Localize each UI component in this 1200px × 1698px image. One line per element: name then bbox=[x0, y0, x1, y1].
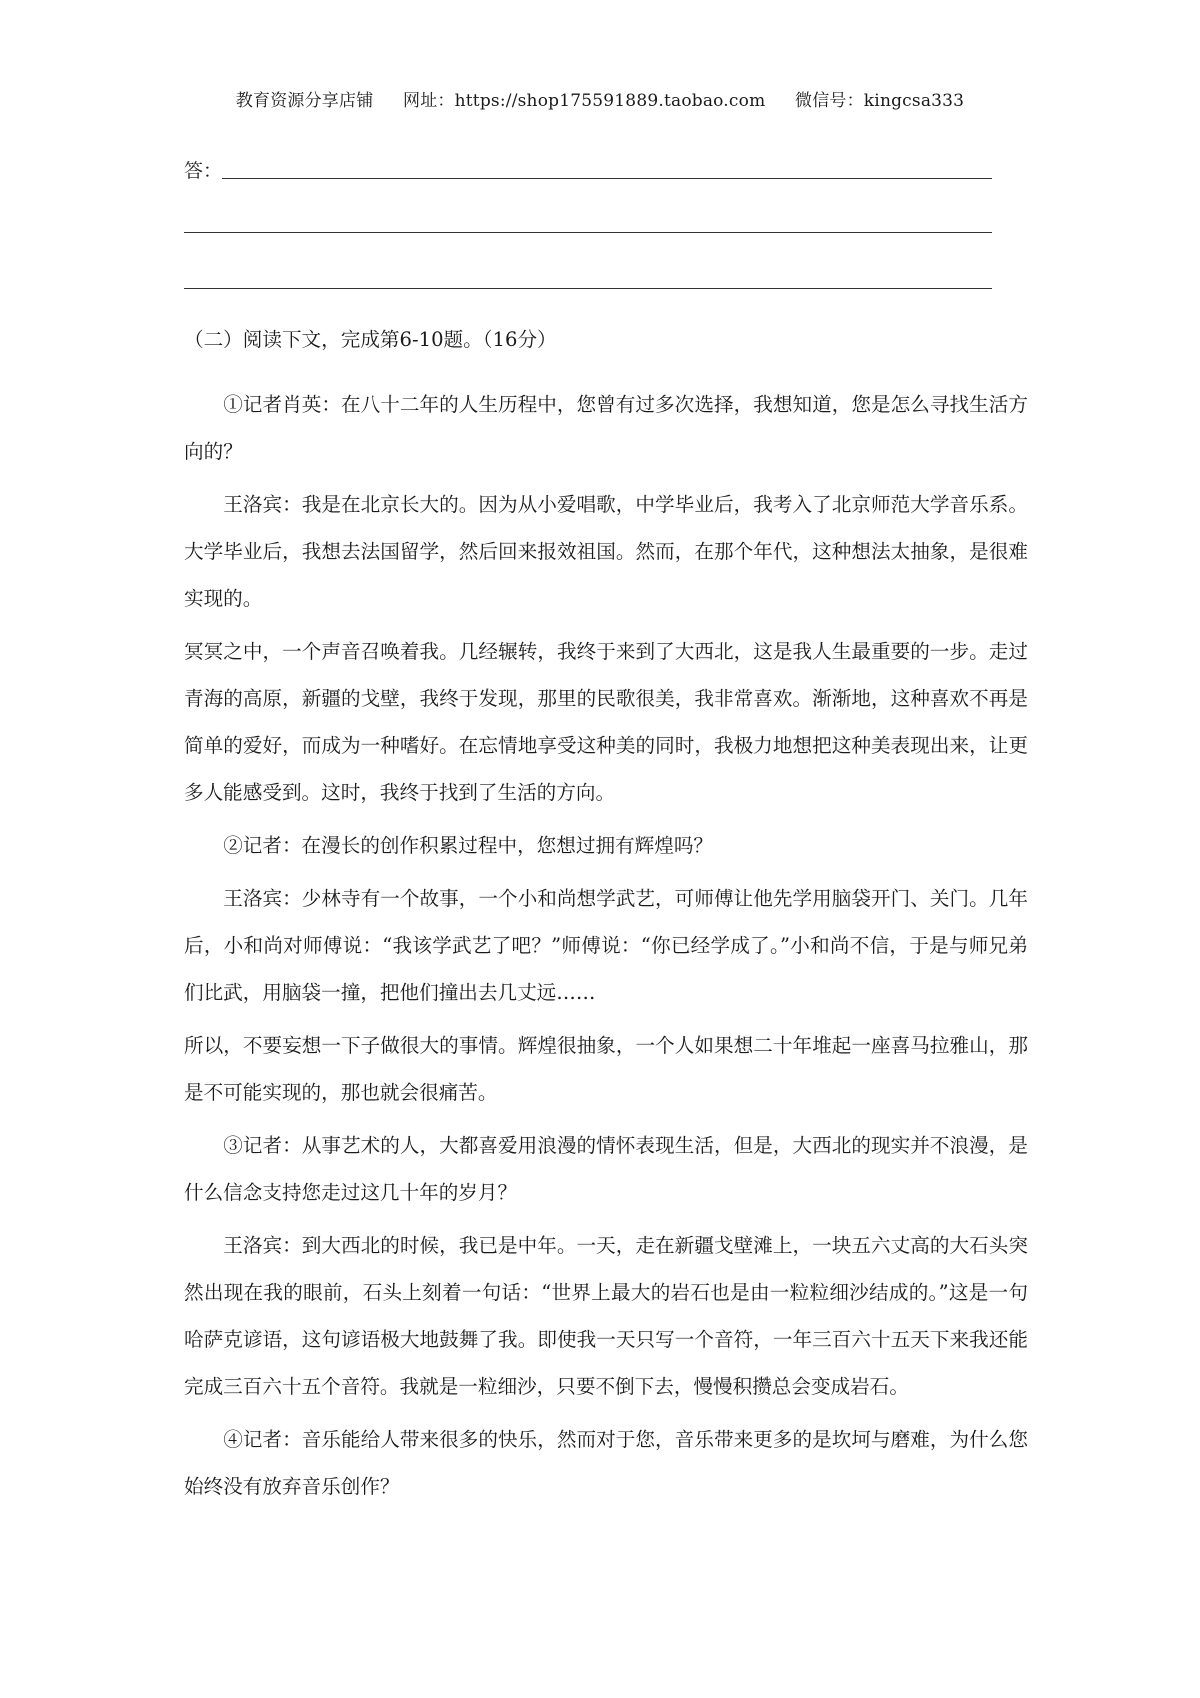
reading-passage bbox=[184, 316, 1028, 1516]
header-url: 网址：https://shop175591889.taobao.com bbox=[403, 91, 766, 111]
paragraph-6: 所以，不要妄想一下子做很大的事情。辉煌很抽象，一个人如果想二十年堆起一座喜马拉雅山，那是不可能实现的，那也就会很痛苦。 bbox=[184, 1034, 1028, 1104]
paragraph-1: ①记者肖英：在八十二年的人生历程中，您曾有过多次选择，我想知道，您是怎么寻找生活方向的？ bbox=[184, 393, 1028, 463]
section-title: （二）阅读下文，完成第6-10题。（16分） bbox=[184, 328, 557, 351]
answer-label: 答： bbox=[184, 160, 223, 182]
paragraph-5: 王洛宾：少林寺有一个故事，一个小和尚想学武艺，可师傅让他先学用脑袋开门、关门。几年后，小和尚对师傅说：“我该学武艺了吧？”师傅说：“你已经学成了。”小和尚不信，于是与师兄弟们比武，用脑袋一撞，把他们撞出去几丈远…… bbox=[184, 887, 1028, 1004]
answer-line-3[interactable] bbox=[184, 288, 992, 289]
paragraph-7: ③记者：从事艺术的人，大都喜爱用浪漫的情怀表现生活，但是，大西北的现实并不浪漫，是什么信念支持您走过这几十年的岁月？ bbox=[184, 1134, 1028, 1204]
paragraph-3: 冥冥之中，一个声音召唤着我。几经辗转，我终于来到了大西北，这是我人生最重要的一步。走过青海的高原，新疆的戈壁，我终于发现，那里的民歌很美，我非常喜欢。渐渐地，这种喜欢不再是简单的爱好，而成为一种嗜好。在忘情地享受这种美的同时，我极力地想把这种美表现出来，让更多人能感受到。这时，我终于找到了生活的方向。 bbox=[184, 640, 1028, 804]
page-header bbox=[0, 86, 1200, 111]
header-shop-name: 教育资源分享店铺 bbox=[235, 91, 374, 111]
header-wechat: 微信号：kingcsa333 bbox=[795, 91, 965, 111]
paragraph-4: ②记者：在漫长的创作积累过程中，您想过拥有辉煌吗？ bbox=[223, 834, 714, 857]
paragraph-2: 王洛宾：我是在北京长大的。因为从小爱唱歌，中学毕业后，我考入了北京师范大学音乐系。大学毕业后，我想去法国留学，然后回来报效祖国。然而，在那个年代，这种想法太抽象，是很难实现的。 bbox=[184, 493, 1028, 610]
answer-line-2[interactable] bbox=[184, 232, 992, 233]
paragraph-9: ④记者：音乐能给人带来很多的快乐，然而对于您，音乐带来更多的是坎坷与磨难，为什么您始终没有放弃音乐创作？ bbox=[184, 1428, 1028, 1498]
paragraph-8: 王洛宾：到大西北的时候，我已是中年。一天，走在新疆戈壁滩上，一块五六丈高的大石头突然出现在我的眼前，石头上刻着一句话：“世界上最大的岩石也是由一粒粒细沙结成的。”这是一句哈萨克谚语，这句谚语极大地鼓舞了我。即使我一天只写一个音符，一年三百六十五天下来我还能完成三百六十五个音符。我就是一粒细沙，只要不倒下去，慢慢积攒总会变成岩石。 bbox=[184, 1234, 1028, 1398]
answer-line-1[interactable] bbox=[222, 178, 992, 179]
